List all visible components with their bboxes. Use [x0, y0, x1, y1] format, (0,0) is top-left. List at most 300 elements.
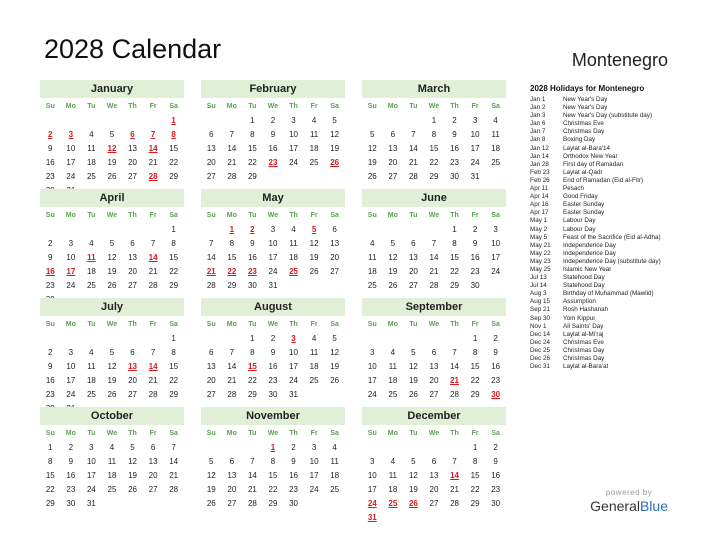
- holiday-name: Christmas Day: [563, 128, 605, 136]
- week-row: [362, 279, 506, 293]
- month-january: [40, 80, 184, 198]
- holiday-name: Independence Day: [563, 241, 616, 249]
- day-cell: 17: [86, 471, 96, 480]
- holiday-name: Labour Day: [563, 225, 596, 233]
- branding: [590, 488, 668, 514]
- weekday-label: Su: [206, 212, 216, 219]
- day-cell: [222, 441, 243, 455]
- weekday-label: Tu: [87, 430, 96, 437]
- holiday-day-cell: 30: [491, 390, 501, 399]
- day-cell: [102, 223, 123, 237]
- day-cell: 25: [86, 172, 96, 181]
- holiday-day-cell: 2: [250, 225, 255, 234]
- holiday-day-cell: 28: [148, 172, 158, 181]
- day-cell: 5: [130, 443, 135, 452]
- month-header: February: [201, 80, 345, 98]
- day-cell: 12: [388, 253, 398, 262]
- day-cell: 20: [128, 267, 137, 276]
- weekday-label: Th: [128, 430, 137, 437]
- day-cell: 4: [89, 130, 94, 139]
- week-row: [40, 223, 184, 237]
- day-cell: 31: [86, 499, 96, 508]
- weekday-header-row: [362, 100, 506, 114]
- holiday-date: Dec 14: [530, 330, 550, 338]
- day-cell: 22: [450, 267, 459, 276]
- weekday-label: Mo: [387, 430, 398, 437]
- day-cell: 8: [472, 457, 478, 466]
- weekday-label: Mo: [65, 212, 76, 219]
- weekday-label: Fr: [149, 103, 157, 110]
- day-cell: 2: [452, 116, 457, 125]
- day-cell: 24: [66, 281, 76, 290]
- holiday-day-cell: 2: [48, 130, 53, 139]
- day-cell: 5: [109, 130, 115, 139]
- day-cell: 27: [429, 499, 439, 508]
- holiday-row: [530, 112, 700, 120]
- day-cell: 7: [229, 130, 235, 139]
- day-cell: 21: [247, 485, 257, 494]
- weekday-label: Tu: [409, 430, 418, 437]
- holiday-row: [530, 209, 700, 217]
- holiday-row: [530, 153, 700, 161]
- day-cell: [201, 332, 222, 346]
- day-cell: [383, 332, 404, 346]
- day-cell: 27: [206, 172, 216, 181]
- week-row: [40, 128, 184, 142]
- day-cell: 4: [311, 334, 317, 343]
- month-header: July: [40, 298, 184, 316]
- weekday-label: Th: [128, 103, 137, 110]
- day-cell: 18: [388, 376, 398, 385]
- day-cell: 10: [491, 239, 501, 248]
- day-cell: 27: [429, 390, 439, 399]
- day-cell: 23: [289, 485, 298, 494]
- holiday-date: Dec 31: [530, 363, 550, 371]
- day-cell: [143, 114, 164, 128]
- holiday-name: Orthodox New Year: [563, 152, 618, 160]
- day-cell: 26: [206, 499, 216, 508]
- month-header: March: [362, 80, 506, 98]
- day-cell: 3: [472, 116, 478, 125]
- day-cell: 21: [227, 376, 237, 385]
- week-row: [362, 170, 506, 184]
- day-cell: 11: [309, 130, 319, 139]
- day-cell: 2: [68, 443, 74, 452]
- day-cell: 9: [493, 348, 498, 357]
- day-cell: 28: [148, 390, 158, 399]
- day-cell: [403, 114, 424, 128]
- day-cell: 23: [45, 281, 55, 290]
- week-row: [40, 388, 184, 402]
- weekday-label: Su: [45, 212, 55, 219]
- holiday-date: Jan 28: [530, 160, 549, 168]
- day-cell: 19: [107, 267, 117, 276]
- day-cell: 1: [250, 334, 255, 343]
- holiday-row: [530, 217, 700, 225]
- day-cell: 7: [431, 239, 437, 248]
- holiday-row: [530, 226, 700, 234]
- day-cell: 18: [289, 253, 298, 262]
- day-cell: 31: [268, 281, 278, 290]
- holiday-name: Laylat al-Bara'14: [563, 144, 611, 152]
- day-cell: 12: [206, 471, 216, 480]
- day-cell: 11: [289, 239, 298, 248]
- week-row: [40, 142, 184, 156]
- day-cell: 26: [388, 281, 398, 290]
- holiday-date: Jan 12: [530, 144, 549, 152]
- week-row: [201, 251, 345, 265]
- day-cell: 24: [470, 158, 480, 167]
- day-cell: 20: [429, 376, 439, 385]
- week-row: [40, 251, 184, 265]
- day-cell: 29: [247, 390, 257, 399]
- weekday-label: Th: [450, 103, 459, 110]
- week-row: [362, 346, 506, 360]
- day-cell: 28: [148, 281, 158, 290]
- day-cell: 7: [171, 443, 176, 452]
- month-august: [201, 298, 345, 402]
- day-cell: 19: [309, 253, 319, 262]
- day-cell: [201, 441, 222, 455]
- day-cell: 31: [289, 390, 298, 399]
- holiday-row: [530, 298, 700, 306]
- day-cell: 19: [107, 376, 117, 385]
- day-cell: 29: [227, 281, 237, 290]
- day-cell: 14: [450, 362, 459, 371]
- day-cell: 4: [109, 443, 115, 452]
- day-cell: 17: [491, 253, 501, 262]
- holiday-day-cell: 14: [148, 362, 158, 371]
- day-cell: 3: [68, 239, 74, 248]
- day-cell: 5: [109, 348, 115, 357]
- weekday-label: Sa: [330, 321, 339, 328]
- holiday-date: Apr 14: [530, 193, 549, 201]
- week-row: [201, 265, 345, 279]
- day-cell: 11: [309, 348, 319, 357]
- day-cell: 17: [309, 471, 319, 480]
- day-cell: 9: [493, 457, 498, 466]
- day-cell: 29: [470, 390, 480, 399]
- holiday-date: Apr 16: [530, 201, 549, 209]
- day-cell: 23: [491, 485, 501, 494]
- day-cell: 3: [270, 225, 276, 234]
- weekday-label: We: [106, 430, 118, 437]
- holiday-row: [530, 177, 700, 185]
- day-cell: 29: [247, 172, 257, 181]
- day-cell: 27: [128, 172, 137, 181]
- holiday-name: Pesach: [563, 185, 585, 193]
- day-cell: 6: [130, 239, 135, 248]
- weekday-label: Fr: [149, 212, 157, 219]
- day-cell: 3: [370, 457, 375, 466]
- holiday-name: Assumption: [563, 298, 596, 306]
- week-row: [362, 142, 506, 156]
- holiday-date: Sep 30: [530, 314, 550, 322]
- weekday-label: Su: [367, 103, 377, 110]
- day-cell: 25: [388, 390, 398, 399]
- holiday-day-cell: 1: [171, 116, 176, 125]
- day-cell: [242, 441, 263, 455]
- month-header: September: [362, 298, 506, 316]
- weekday-label: We: [428, 103, 440, 110]
- holiday-day-cell: 13: [128, 362, 137, 371]
- week-row: [201, 374, 345, 388]
- weekday-label: Th: [289, 103, 298, 110]
- day-cell: [362, 332, 383, 346]
- day-cell: [304, 170, 325, 184]
- day-cell: [283, 170, 304, 184]
- week-row: [201, 114, 345, 128]
- day-cell: 25: [309, 158, 319, 167]
- weekday-label: Tu: [248, 212, 257, 219]
- holiday-date: Dec 26: [530, 355, 550, 362]
- day-cell: 9: [472, 239, 478, 248]
- holiday-date: Apr 17: [530, 209, 549, 217]
- day-cell: 22: [268, 485, 278, 494]
- holiday-name: Laylat al-Mi'raj: [563, 330, 604, 338]
- week-row: [40, 156, 184, 170]
- holiday-name: Rosh Hashanah: [563, 306, 609, 314]
- weekday-label: We: [428, 321, 440, 328]
- day-cell: 29: [169, 172, 179, 181]
- week-row: [201, 388, 345, 402]
- holiday-row: [530, 315, 700, 323]
- day-cell: 19: [128, 471, 137, 480]
- holiday-day-cell: 17: [66, 267, 76, 276]
- holiday-row: [530, 339, 700, 347]
- day-cell: 11: [87, 144, 96, 153]
- brand-name-part1: General: [590, 498, 640, 514]
- day-cell: [362, 114, 383, 128]
- day-cell: 24: [289, 376, 298, 385]
- holiday-day-cell: 25: [289, 267, 298, 276]
- day-cell: 21: [429, 267, 439, 276]
- week-row: [40, 374, 184, 388]
- day-cell: 15: [470, 471, 480, 480]
- day-cell: 4: [370, 239, 375, 248]
- day-cell: 12: [128, 457, 137, 466]
- month-may: [201, 189, 345, 293]
- week-row: [362, 511, 506, 525]
- day-cell: 13: [388, 144, 398, 153]
- day-cell: 27: [148, 485, 158, 494]
- day-cell: 31: [470, 172, 480, 181]
- week-row: [362, 455, 506, 469]
- holiday-day-cell: 1: [229, 225, 235, 234]
- holiday-name: End of Ramadan (Eid al-Fitr): [563, 176, 644, 184]
- weekday-label: Mo: [65, 430, 76, 437]
- month-header: April: [40, 189, 184, 207]
- day-cell: 27: [128, 281, 137, 290]
- day-cell: 10: [289, 348, 298, 357]
- weekday-label: Tu: [87, 321, 96, 328]
- day-cell: 23: [470, 267, 480, 276]
- day-cell: 14: [247, 471, 257, 480]
- week-row: [201, 170, 345, 184]
- day-cell: [304, 497, 325, 511]
- weekday-label: Sa: [169, 321, 178, 328]
- day-cell: 13: [429, 362, 439, 371]
- day-cell: 21: [450, 485, 459, 494]
- holiday-day-cell: 22: [227, 267, 237, 276]
- day-cell: 28: [450, 390, 459, 399]
- day-cell: 20: [330, 253, 340, 262]
- day-cell: 21: [169, 471, 179, 480]
- weekday-header-row: [362, 318, 506, 332]
- week-row: [201, 455, 345, 469]
- day-cell: 21: [227, 158, 237, 167]
- weekday-label: Su: [367, 430, 377, 437]
- holiday-row: [530, 274, 700, 282]
- week-row: [201, 332, 345, 346]
- day-cell: 15: [450, 253, 459, 262]
- day-cell: 21: [148, 376, 158, 385]
- month-june: [362, 189, 506, 293]
- holiday-date: Feb 26: [530, 176, 550, 184]
- day-cell: 19: [330, 144, 340, 153]
- holiday-name: New Year's Day: [563, 96, 608, 103]
- country-name: Montenegro: [571, 50, 668, 70]
- holiday-name: Independence Day (substitute day): [563, 257, 661, 265]
- day-cell: 12: [408, 471, 418, 480]
- holiday-day-cell: 14: [148, 253, 158, 262]
- day-cell: 7: [229, 348, 235, 357]
- powered-by-text: powered by: [605, 488, 653, 497]
- holiday-date: May 1: [530, 217, 548, 225]
- day-cell: 6: [150, 443, 156, 452]
- day-cell: 22: [470, 376, 480, 385]
- day-cell: 9: [48, 253, 53, 262]
- day-cell: 11: [368, 253, 377, 262]
- week-row: [362, 497, 506, 511]
- day-cell: 15: [169, 362, 179, 371]
- weekday-label: Su: [367, 321, 377, 328]
- day-cell: 20: [408, 267, 418, 276]
- day-cell: 9: [48, 362, 53, 371]
- day-cell: [222, 114, 243, 128]
- day-cell: [304, 388, 325, 402]
- day-cell: 23: [45, 390, 55, 399]
- day-cell: [403, 511, 424, 525]
- holiday-name: Christmas Eve: [563, 338, 604, 346]
- holiday-day-cell: 23: [268, 158, 278, 167]
- day-cell: 29: [470, 499, 480, 508]
- day-cell: 28: [450, 499, 459, 508]
- day-cell: 25: [367, 281, 377, 290]
- holiday-date: Aug 15: [530, 298, 550, 306]
- week-row: [362, 128, 506, 142]
- day-cell: 20: [148, 471, 158, 480]
- day-cell: 30: [289, 499, 298, 508]
- holiday-date: Jan 1: [530, 96, 546, 103]
- weekday-label: Th: [289, 430, 298, 437]
- week-row: [40, 455, 184, 469]
- day-cell: 18: [309, 144, 319, 153]
- day-cell: 8: [431, 130, 437, 139]
- day-cell: 1: [472, 334, 478, 343]
- week-row: [362, 156, 506, 170]
- holiday-day-cell: 12: [107, 144, 117, 153]
- day-cell: 18: [367, 267, 377, 276]
- day-cell: 8: [48, 457, 53, 466]
- day-cell: 26: [309, 267, 319, 276]
- weekday-label: Mo: [387, 103, 398, 110]
- day-cell: 4: [89, 348, 94, 357]
- month-header: January: [40, 80, 184, 98]
- day-cell: 10: [66, 253, 76, 262]
- day-cell: 20: [128, 158, 137, 167]
- day-cell: 13: [128, 253, 137, 262]
- weekday-label: We: [267, 430, 279, 437]
- holiday-name: New Year's Day: [563, 104, 608, 112]
- day-cell: 7: [209, 239, 214, 248]
- day-cell: 28: [169, 485, 179, 494]
- month-march: [362, 80, 506, 184]
- day-cell: 26: [128, 485, 137, 494]
- weekday-label: Tu: [87, 103, 96, 110]
- holiday-row: [530, 145, 700, 153]
- week-row: [362, 332, 506, 346]
- day-cell: [324, 497, 345, 511]
- weekday-label: Sa: [491, 430, 500, 437]
- day-cell: 25: [107, 485, 117, 494]
- weekday-label: Sa: [330, 212, 339, 219]
- day-cell: 16: [268, 144, 278, 153]
- holiday-row: [530, 266, 700, 274]
- weekday-header-row: [40, 427, 184, 441]
- weekday-label: Th: [450, 430, 459, 437]
- day-cell: 27: [330, 267, 340, 276]
- day-cell: 16: [45, 376, 55, 385]
- day-cell: 5: [332, 116, 337, 125]
- day-cell: [40, 114, 61, 128]
- month-header: May: [201, 189, 345, 207]
- weekday-label: Mo: [65, 103, 76, 110]
- holiday-list: [530, 96, 700, 371]
- week-row: [362, 441, 506, 455]
- week-row: [201, 483, 345, 497]
- day-cell: 6: [209, 130, 214, 139]
- holiday-name: Christmas Day: [563, 346, 605, 354]
- day-cell: 29: [450, 281, 459, 290]
- weekday-label: Su: [206, 430, 216, 437]
- day-cell: 1: [171, 225, 176, 234]
- week-row: [40, 441, 184, 455]
- day-cell: 15: [169, 253, 179, 262]
- weekday-label: Sa: [491, 321, 500, 328]
- day-cell: [444, 332, 465, 346]
- day-cell: 4: [493, 116, 498, 125]
- day-cell: 24: [491, 267, 501, 276]
- day-cell: 9: [291, 457, 296, 466]
- weekday-header-row: [201, 209, 345, 223]
- day-cell: 6: [431, 457, 437, 466]
- day-cell: [324, 388, 345, 402]
- day-cell: 5: [390, 239, 396, 248]
- holiday-name: First day of Ramadan: [563, 160, 624, 168]
- day-cell: 5: [370, 130, 375, 139]
- week-row: [201, 223, 345, 237]
- day-cell: [143, 332, 164, 346]
- day-cell: [122, 332, 143, 346]
- holiday-date: Jul 14: [530, 282, 547, 290]
- day-cell: 25: [86, 281, 96, 290]
- day-cell: [122, 223, 143, 237]
- day-cell: 15: [169, 144, 179, 153]
- day-cell: [485, 511, 506, 525]
- day-cell: 16: [470, 253, 480, 262]
- day-cell: 7: [452, 457, 457, 466]
